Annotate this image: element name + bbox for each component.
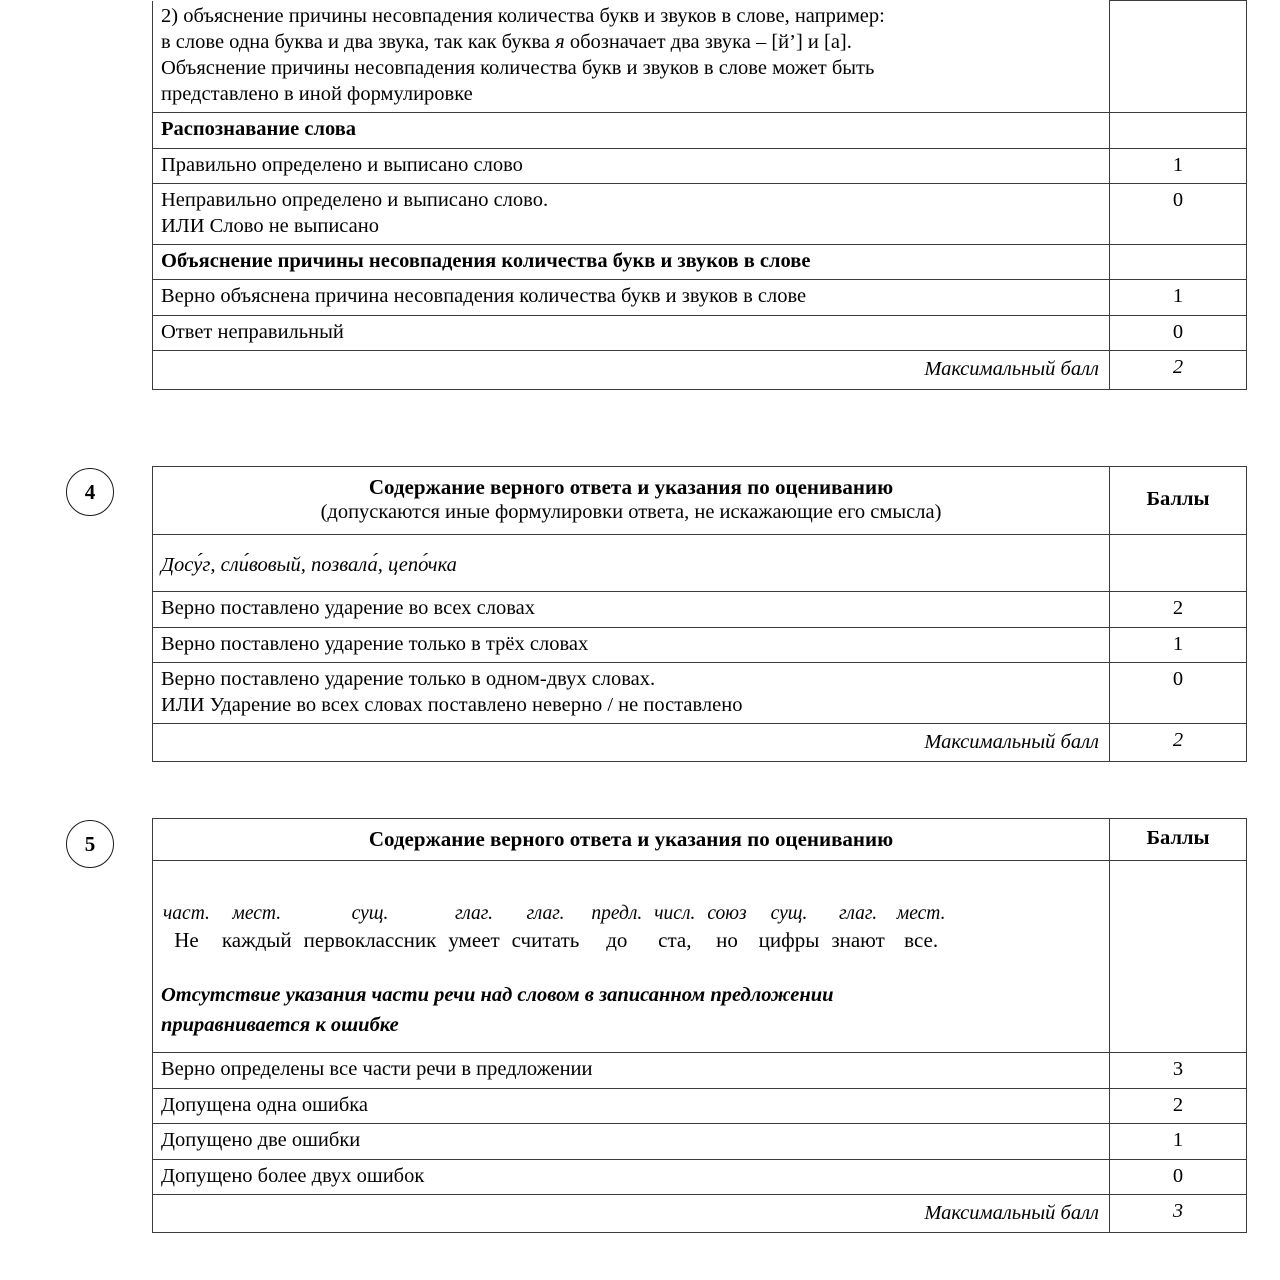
table-row — [153, 245, 1247, 280]
score-cell — [1110, 245, 1247, 280]
criterion-line: Неправильно определено и выписано слово. — [161, 189, 549, 212]
score-cell — [1110, 1, 1247, 113]
criterion-section-heading: Объяснение причины несовпадения количества букв и звуков в слове — [153, 245, 1110, 280]
table-row-max-score — [153, 351, 1247, 389]
sentence-word: ста, — [658, 927, 692, 952]
score-cell: 2 — [1110, 592, 1247, 627]
sentence-word: цифры — [758, 927, 820, 952]
score-cell — [1110, 534, 1247, 591]
task-number-marker-5: 5 — [66, 820, 114, 868]
score-cell: 1 — [1110, 627, 1247, 662]
criterion-cell — [153, 184, 1110, 245]
criteria-table-task5 — [152, 818, 1247, 1233]
criterion-cell: Ответ неправильный — [153, 315, 1110, 350]
part-of-speech-label: мест. — [232, 903, 282, 925]
grading-note-line1: Отсутствие указания части речи над словом в записанном предложении — [161, 983, 834, 1006]
sentence-word: знают — [831, 927, 885, 952]
table-row — [153, 148, 1247, 183]
score-cell: 2 — [1110, 1088, 1247, 1123]
parsed-word — [897, 903, 946, 952]
task-number-marker-4: 4 — [66, 468, 114, 516]
table-row — [153, 1053, 1247, 1088]
parsed-word — [222, 903, 292, 952]
max-score-label: Максимальный балл — [153, 723, 1110, 761]
part-of-speech-label: част. — [163, 903, 210, 925]
part-of-speech-label: мест. — [896, 903, 946, 925]
criteria-header-sub: (допускаются иные формулировки ответа, не искажающие его смысла) — [320, 501, 942, 524]
score-column-header: Баллы — [1110, 467, 1247, 535]
criterion-line: Объяснение причины несовпадения количества букв и звуков в слове может быть — [161, 56, 875, 79]
criterion-line: ИЛИ Ударение во всех словах поставлено неверно / не поставлено — [161, 693, 743, 716]
table-row — [153, 1088, 1247, 1123]
parsed-sentence-cell — [153, 861, 1110, 1053]
score-cell: 1 — [1110, 1124, 1247, 1159]
criterion-line: Верно поставлено ударение только в одном-двух словах. — [161, 668, 656, 691]
max-score-value: 2 — [1110, 723, 1247, 761]
criterion-line: ИЛИ Слово не выписано — [161, 214, 379, 237]
criteria-table — [152, 466, 1247, 762]
parsed-word — [163, 903, 210, 952]
part-of-speech-label: глаг. — [454, 903, 494, 925]
sentence-word: умеет — [448, 927, 500, 952]
parsed-word — [512, 903, 580, 952]
criterion-section-heading: Распознавание слова — [153, 113, 1110, 148]
table-row — [153, 280, 1247, 315]
score-cell — [1110, 113, 1247, 148]
part-of-speech-label: глаг. — [526, 903, 565, 925]
criteria-header-main: Содержание верного ответа и указания по оцениванию — [368, 475, 894, 499]
criterion-line: 2) объяснение причины несовпадения количества букв и звуков в слове, например: — [161, 4, 885, 27]
sentence-word: но — [716, 927, 738, 952]
score-cell: 1 — [1110, 280, 1247, 315]
score-cell: 0 — [1110, 1159, 1247, 1194]
criterion-cell: Правильно определено и выписано слово — [153, 148, 1110, 183]
sentence-word: каждый — [221, 927, 292, 952]
parsed-word — [831, 903, 884, 952]
table-row — [153, 627, 1247, 662]
criterion-continuation-cell — [153, 1, 1110, 113]
parsed-word — [591, 903, 642, 952]
part-of-speech-label: числ. — [654, 903, 696, 925]
table-header-row — [153, 467, 1247, 535]
table-row — [153, 1124, 1247, 1159]
score-column-header: Баллы — [1110, 819, 1247, 861]
part-of-speech-label: сущ. — [770, 903, 808, 925]
table-header-row — [153, 819, 1247, 861]
table-row-max-score — [153, 723, 1247, 761]
max-score-value: 2 — [1110, 351, 1247, 389]
table-row — [153, 315, 1247, 350]
sentence-word: первоклассник — [303, 927, 437, 952]
table-row-answer — [153, 861, 1247, 1053]
letter-ya-italic: я — [555, 30, 565, 53]
criteria-table-task3-continuation — [152, 0, 1247, 390]
score-cell: 0 — [1110, 663, 1247, 724]
table-row-answer — [153, 534, 1247, 591]
table-row — [153, 1159, 1247, 1194]
part-of-speech-label: союз — [707, 903, 747, 925]
max-score-label: Максимальный балл — [153, 351, 1110, 389]
criterion-cell: Верно поставлено ударение во всех словах — [153, 592, 1110, 627]
grading-note-line2: приравнивается к ошибке — [161, 1014, 399, 1037]
score-cell — [1110, 861, 1247, 1053]
table-row — [153, 663, 1247, 724]
criterion-line: представлено в иной формулировке — [161, 83, 473, 106]
parsed-sentence — [163, 903, 1101, 952]
table-row — [153, 592, 1247, 627]
criterion-cell — [153, 663, 1110, 724]
score-cell: 0 — [1110, 184, 1247, 245]
parsed-word — [707, 903, 746, 952]
criterion-cell: Верно определены все части речи в предложении — [153, 1053, 1110, 1088]
criterion-cell: Допущена одна ошибка — [153, 1088, 1110, 1123]
part-of-speech-label: предл. — [591, 903, 643, 925]
criterion-line: в слове одна буква и два звука, так как буква я обозначает два звука – [й’] и [а]. — [161, 30, 852, 53]
sentence-word: до — [606, 927, 628, 952]
correct-answer-cell: Досу́г, сли́вовый, позвала́, цепо́чка — [153, 534, 1110, 591]
criteria-header-cell — [153, 819, 1110, 861]
parsed-word — [304, 903, 437, 952]
part-of-speech-label: сущ. — [351, 903, 389, 925]
sentence-word: считать — [511, 927, 580, 952]
score-cell: 1 — [1110, 148, 1247, 183]
sentence-word: все. — [904, 927, 939, 952]
score-cell: 3 — [1110, 1053, 1247, 1088]
criteria-header-main: Содержание верного ответа и указания по оцениванию — [368, 827, 894, 851]
criterion-cell: Допущено более двух ошибок — [153, 1159, 1110, 1194]
criteria-table-task4 — [152, 466, 1247, 762]
max-score-label: Максимальный балл — [153, 1194, 1110, 1232]
criteria-table — [152, 818, 1247, 1233]
criterion-cell: Верно объяснена причина несовпадения количества букв и звуков в слове — [153, 280, 1110, 315]
criterion-cell: Допущено две ошибки — [153, 1124, 1110, 1159]
table-row-max-score — [153, 1194, 1247, 1232]
parsed-word — [759, 903, 820, 952]
table-row — [153, 184, 1247, 245]
criteria-table — [152, 0, 1247, 390]
criterion-cell: Верно поставлено ударение только в трёх словах — [153, 627, 1110, 662]
score-cell: 0 — [1110, 315, 1247, 350]
parsed-word — [654, 903, 695, 952]
table-row — [153, 1, 1247, 113]
part-of-speech-label: глаг. — [839, 903, 878, 925]
criteria-header-cell — [153, 467, 1110, 535]
table-row — [153, 113, 1247, 148]
sentence-word: Не — [174, 927, 199, 952]
max-score-value: 3 — [1110, 1194, 1247, 1232]
parsed-word — [448, 903, 499, 952]
